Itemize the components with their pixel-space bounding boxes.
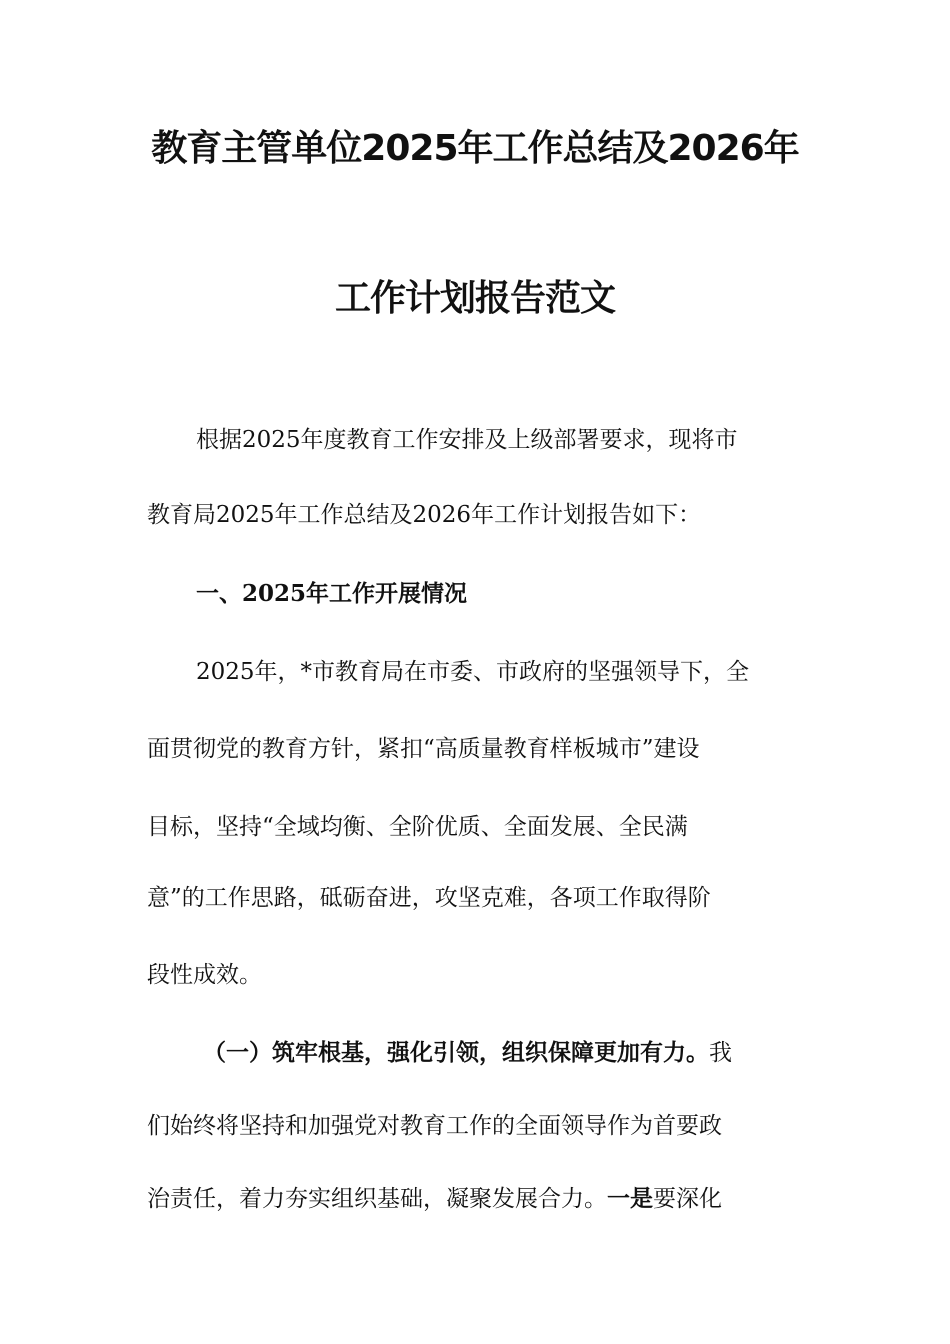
intro-line-1: 根据2025年度教育工作安排及上级部署要求，现将市 xyxy=(196,427,738,453)
subsection-1-line-3 xyxy=(147,1183,722,1215)
section-1-heading: 一、2025年工作开展情况 xyxy=(196,580,468,607)
paragraph-1-line-4: 意”的工作思路，砥砺奋进，攻坚克难，各项工作取得阶 xyxy=(147,885,711,911)
subsection-1-line-1 xyxy=(203,1037,732,1069)
paragraph-1-line-2: 面贯彻党的教育方针，紧扣“高质量教育样板城市”建设 xyxy=(147,736,700,762)
paragraph-1-line-5: 段性成效。 xyxy=(147,962,262,988)
subsection-1-line-3-text: 治责任，着力夯实组织基础，凝聚发展合力。 xyxy=(147,1186,607,1212)
paragraph-1-line-3: 目标，坚持“全域均衡、全阶优质、全面发展、全民满 xyxy=(147,814,688,840)
intro-line-2: 教育局2025年工作总结及2026年工作计划报告如下： xyxy=(147,502,702,528)
subsection-1-heading: （一）筑牢根基，强化引领，组织保障更加有力。 xyxy=(203,1039,709,1066)
paragraph-1-line-1: 2025年，*市教育局在市委、市政府的坚强领导下，全 xyxy=(196,659,750,685)
subsection-1-line-1-rest: 我 xyxy=(709,1040,732,1066)
subsection-1-line-2: 们始终将坚持和加强党对教育工作的全面领导作为首要政 xyxy=(147,1113,722,1139)
document-title-line-2: 工作计划报告范文 xyxy=(334,278,615,319)
subsection-1-line-3-tail: 要深化 xyxy=(653,1186,722,1212)
document-title-line-1: 教育主管单位2025年工作总结及2026年 xyxy=(151,128,799,169)
subsection-1-emphasis: 一是 xyxy=(607,1185,653,1212)
